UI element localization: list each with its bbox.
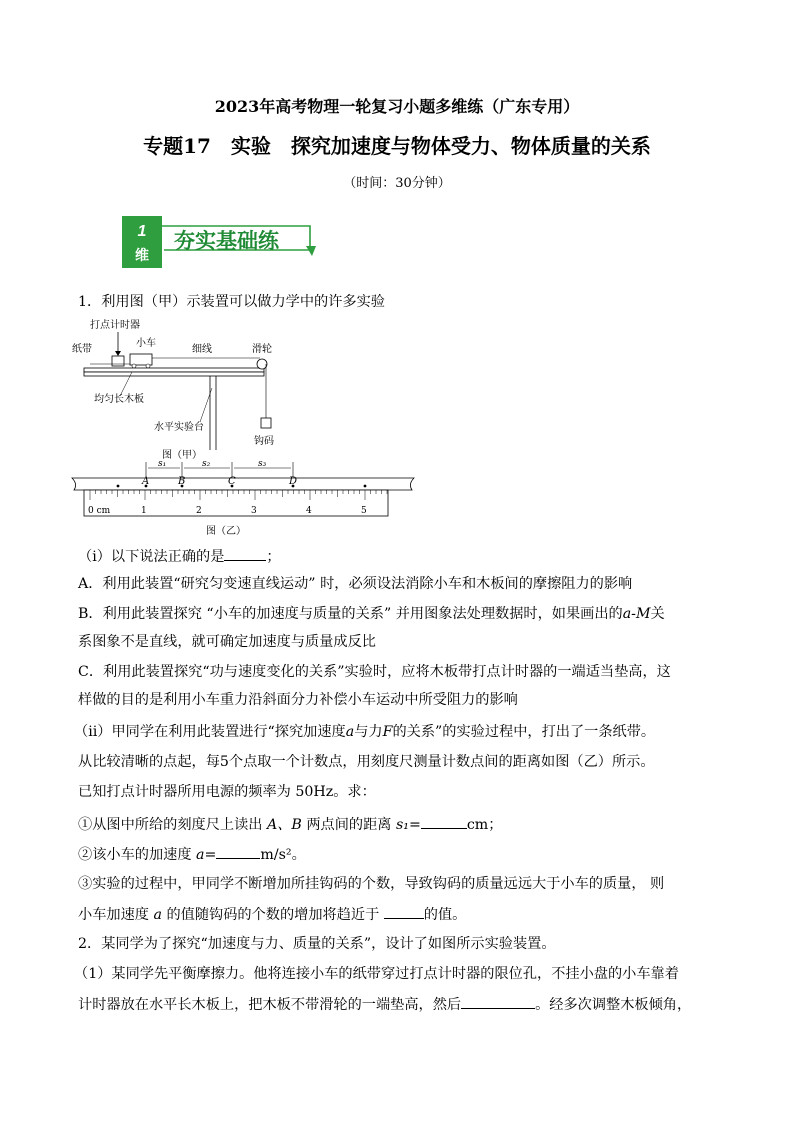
caption-b: 图（乙） [206, 526, 246, 537]
time-note: （时间：30分钟） [343, 176, 451, 191]
label-weight: 钩码 [254, 436, 274, 447]
q1-option-c-cont: 样做的目的是利用小车重力沿斜面分力补偿小车运动中所受阻力的影响 [78, 692, 518, 708]
q2-part1-cont: 计时器放在水平长木板上，把木板不带滑轮的一端垫高，然后 。经多次调整木板倾角， [78, 994, 758, 1015]
label-s1: s₁ [158, 459, 167, 469]
label-string: 细线 [192, 344, 212, 355]
q1-part-i: （i）以下说法正确的是 ； [78, 546, 758, 567]
q1-sub3: ③实验的过程中，甲同学不断增加所挂钩码的个数，导致钩码的质量远远大于小车的质量， 则 [78, 876, 665, 892]
label-tape: 纸带 [72, 344, 92, 355]
q2-stem: 2．某同学为了探究“加速度与力、质量的关系”，设计了如图所示实验装置。 [78, 936, 556, 952]
badge-char: 维 [135, 248, 149, 264]
tick-4: 4 [306, 506, 312, 516]
answer-blank[interactable] [461, 994, 535, 1009]
answer-blank[interactable] [216, 844, 260, 859]
label-table: 水平实验台 [154, 422, 204, 433]
point-c: C [228, 476, 236, 487]
apparatus-figure [70, 318, 420, 540]
caption-a: 图（甲） [162, 450, 202, 461]
q2-part1: （1）某同学先平衡摩擦力。他将连接小车的纸带穿过打点计时器的限位孔，不挂小盘的小车靠着 [74, 966, 679, 982]
q1-part-ii-line2: 从比较清晰的点起，每5个点取一个计数点，用刻度尺测量计数点间的距离如图（乙）所示。 [78, 754, 655, 770]
q1-option-a: A．利用此装置“研究匀变速直线运动” 时，必须设法消除小车和木板间的摩擦阻力的影响 [78, 576, 633, 592]
q1-option-b: B．利用此装置探究 “小车的加速度与质量的关系” 并用图象法处理数据时，如果画出的a-M关 [78, 606, 665, 622]
q1-sub1: ①从图中所给的刻度尺上读出 A、B 两点间的距离 s₁= cm； [78, 814, 758, 835]
document-title: 2023年高考物理一轮复习小题多维练（广东专用） [214, 97, 580, 116]
q1-sub3-cont: 小车加速度 a 的值随钩码的个数的增加将趋近于 的值。 [78, 904, 758, 925]
label-pulley: 滑轮 [252, 344, 272, 355]
answer-blank[interactable] [421, 814, 467, 829]
q1-part-ii-line3: 已知打点计时器所用电源的频率为 50Hz。求： [78, 784, 376, 800]
q1-stem: 1．利用图（甲）示装置可以做力学中的许多实验 [78, 294, 385, 310]
tick-3: 3 [251, 506, 257, 516]
answer-blank[interactable] [224, 546, 266, 561]
badge-text: 夯实基础练 [174, 229, 279, 253]
point-b: B [178, 476, 186, 487]
point-a: A [142, 476, 150, 487]
tick-5: 5 [361, 506, 367, 516]
badge-number: 1 [137, 223, 147, 240]
label-cart: 小车 [136, 338, 156, 349]
label-board: 均匀长木板 [94, 394, 144, 405]
section-badge [122, 214, 322, 268]
tick-1: 1 [141, 506, 147, 516]
label-timer: 打点计时器 [90, 320, 140, 331]
q1-option-c: C．利用此装置探究“功与速度变化的关系”实验时，应将木板带打点计时器的一端适当垫高，这 [78, 664, 671, 680]
point-d: D [289, 476, 298, 487]
q1-sub2: ②该小车的加速度 a= m/s²。 [78, 844, 758, 865]
tick-2: 2 [196, 506, 202, 516]
answer-blank[interactable] [384, 904, 424, 919]
label-s2: s₂ [202, 459, 211, 469]
q1-option-b-cont: 系图象不是直线，就可确定加速度与质量成反比 [78, 634, 376, 650]
q1-part-ii: （ⅱ）甲同学在利用此装置进行“探究加速度a与力F的关系”的实验过程中，打出了一条纸带。 [74, 724, 656, 740]
label-s3: s₃ [258, 459, 267, 469]
tick-0: 0 cm [88, 506, 111, 516]
topic-title: 专题17 实验 探究加速度与物体受力、物体质量的关系 [143, 134, 651, 158]
